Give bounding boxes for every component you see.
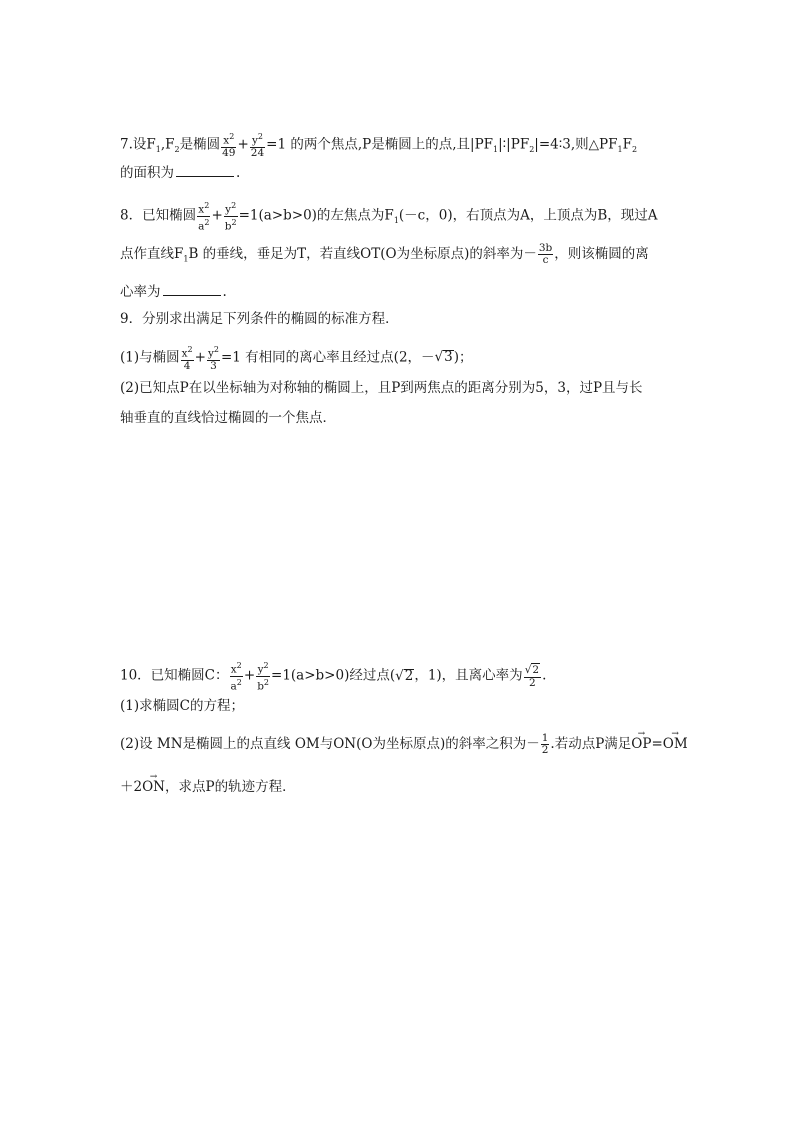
q8-line1: 8．已知椭圆 $\frac{x^2}{a^2}$ + $\frac{y^2}{b^2}$ =1(a>b>0)的左焦点为$F_1(-c$，0)，右顶点为A，上顶点为B，现过A bbox=[120, 201, 658, 232]
fraction: $\frac{y^2}{b^2}$ bbox=[257, 661, 270, 692]
fraction: $\frac{y^2}{b^2}$ bbox=[224, 201, 237, 232]
q10-line1: 10．已知椭圆C： $\frac{x^2}{a^2}$ + $\frac{y^2}{b^2}$ =1(a>b>0)经过点(√2，1)，且离心率为 $\frac{√2}{2}$ . bbox=[120, 661, 547, 692]
fraction: $\frac{y^2}{24}$ bbox=[250, 132, 265, 159]
q9-title: 9．分别求出满足下列条件的椭圆的标准方程． bbox=[120, 311, 399, 327]
q7-line2: 的面积为 . bbox=[120, 165, 241, 181]
fraction: $\frac{y^2}{3}$ bbox=[207, 345, 219, 372]
q10-part1: (1)求椭圆C的方程； bbox=[120, 698, 244, 714]
q9-part2-line2: 轴垂直的直线恰过椭圆的一个焦点． bbox=[120, 410, 336, 426]
vector-op: → OP bbox=[631, 735, 651, 753]
q8-line2: 点作直线$F_1B$ 的垂线，垂足为T，若直线OT(O为坐标原点)的斜率为－ $\frac{3b}{c}$ ，则该椭圆的离 bbox=[120, 242, 649, 266]
fraction: $\frac{√2}{2}$ bbox=[524, 664, 540, 689]
q9-part2-line1: (2)已知点P在以坐标轴为对称轴的椭圆上，且P到两焦点的距离分别为5，3，过P且与长 bbox=[120, 380, 643, 396]
fraction: $\frac{3b}{c}$ bbox=[538, 242, 553, 266]
fraction: $\frac{1}{2}$ bbox=[541, 732, 549, 756]
fraction: $\frac{x^2}{a^2}$ bbox=[230, 661, 242, 692]
sqrt: √2 bbox=[395, 667, 414, 684]
fraction: $\frac{x^2}{49}$ bbox=[222, 132, 236, 159]
answer-blank bbox=[176, 164, 234, 177]
fraction: $\frac{x^2}{a^2}$ bbox=[198, 201, 210, 232]
fraction: $\frac{x^2}{4}$ bbox=[181, 345, 193, 372]
vector-on: → ON bbox=[142, 778, 165, 796]
q10-part2-line1: (2)设 MN是椭圆上的点直线 OM与ON(O为坐标原点)的斜率之积为－ $\frac{1}{2}$ .若动点P满足→ OP=→ OM bbox=[120, 733, 688, 756]
sqrt: √3 bbox=[434, 349, 453, 366]
q8-line3: 心率为 . bbox=[120, 284, 227, 300]
q7-line1: 7.设$F_1,F_2$是椭圆 $\frac{x^2}{49}$ + $\frac{y^2}{24}$ =1 的两个焦点,P是椭圆上的点,且$|PF_1|∶|PF_2|=4∶3$,则$\triangle PF_1F_2$ bbox=[120, 132, 638, 159]
vector-om: → OM bbox=[663, 735, 688, 753]
q10-part2-line2: ＋2→ ON，求点P的轨迹方程． bbox=[120, 778, 296, 796]
q9-part1: (1)与椭圆 $\frac{x^2}{4}$ + $\frac{y^2}{3}$ =1 有相同的离心率且经过点(2，－√3)； bbox=[120, 345, 473, 372]
answer-blank bbox=[163, 283, 221, 296]
